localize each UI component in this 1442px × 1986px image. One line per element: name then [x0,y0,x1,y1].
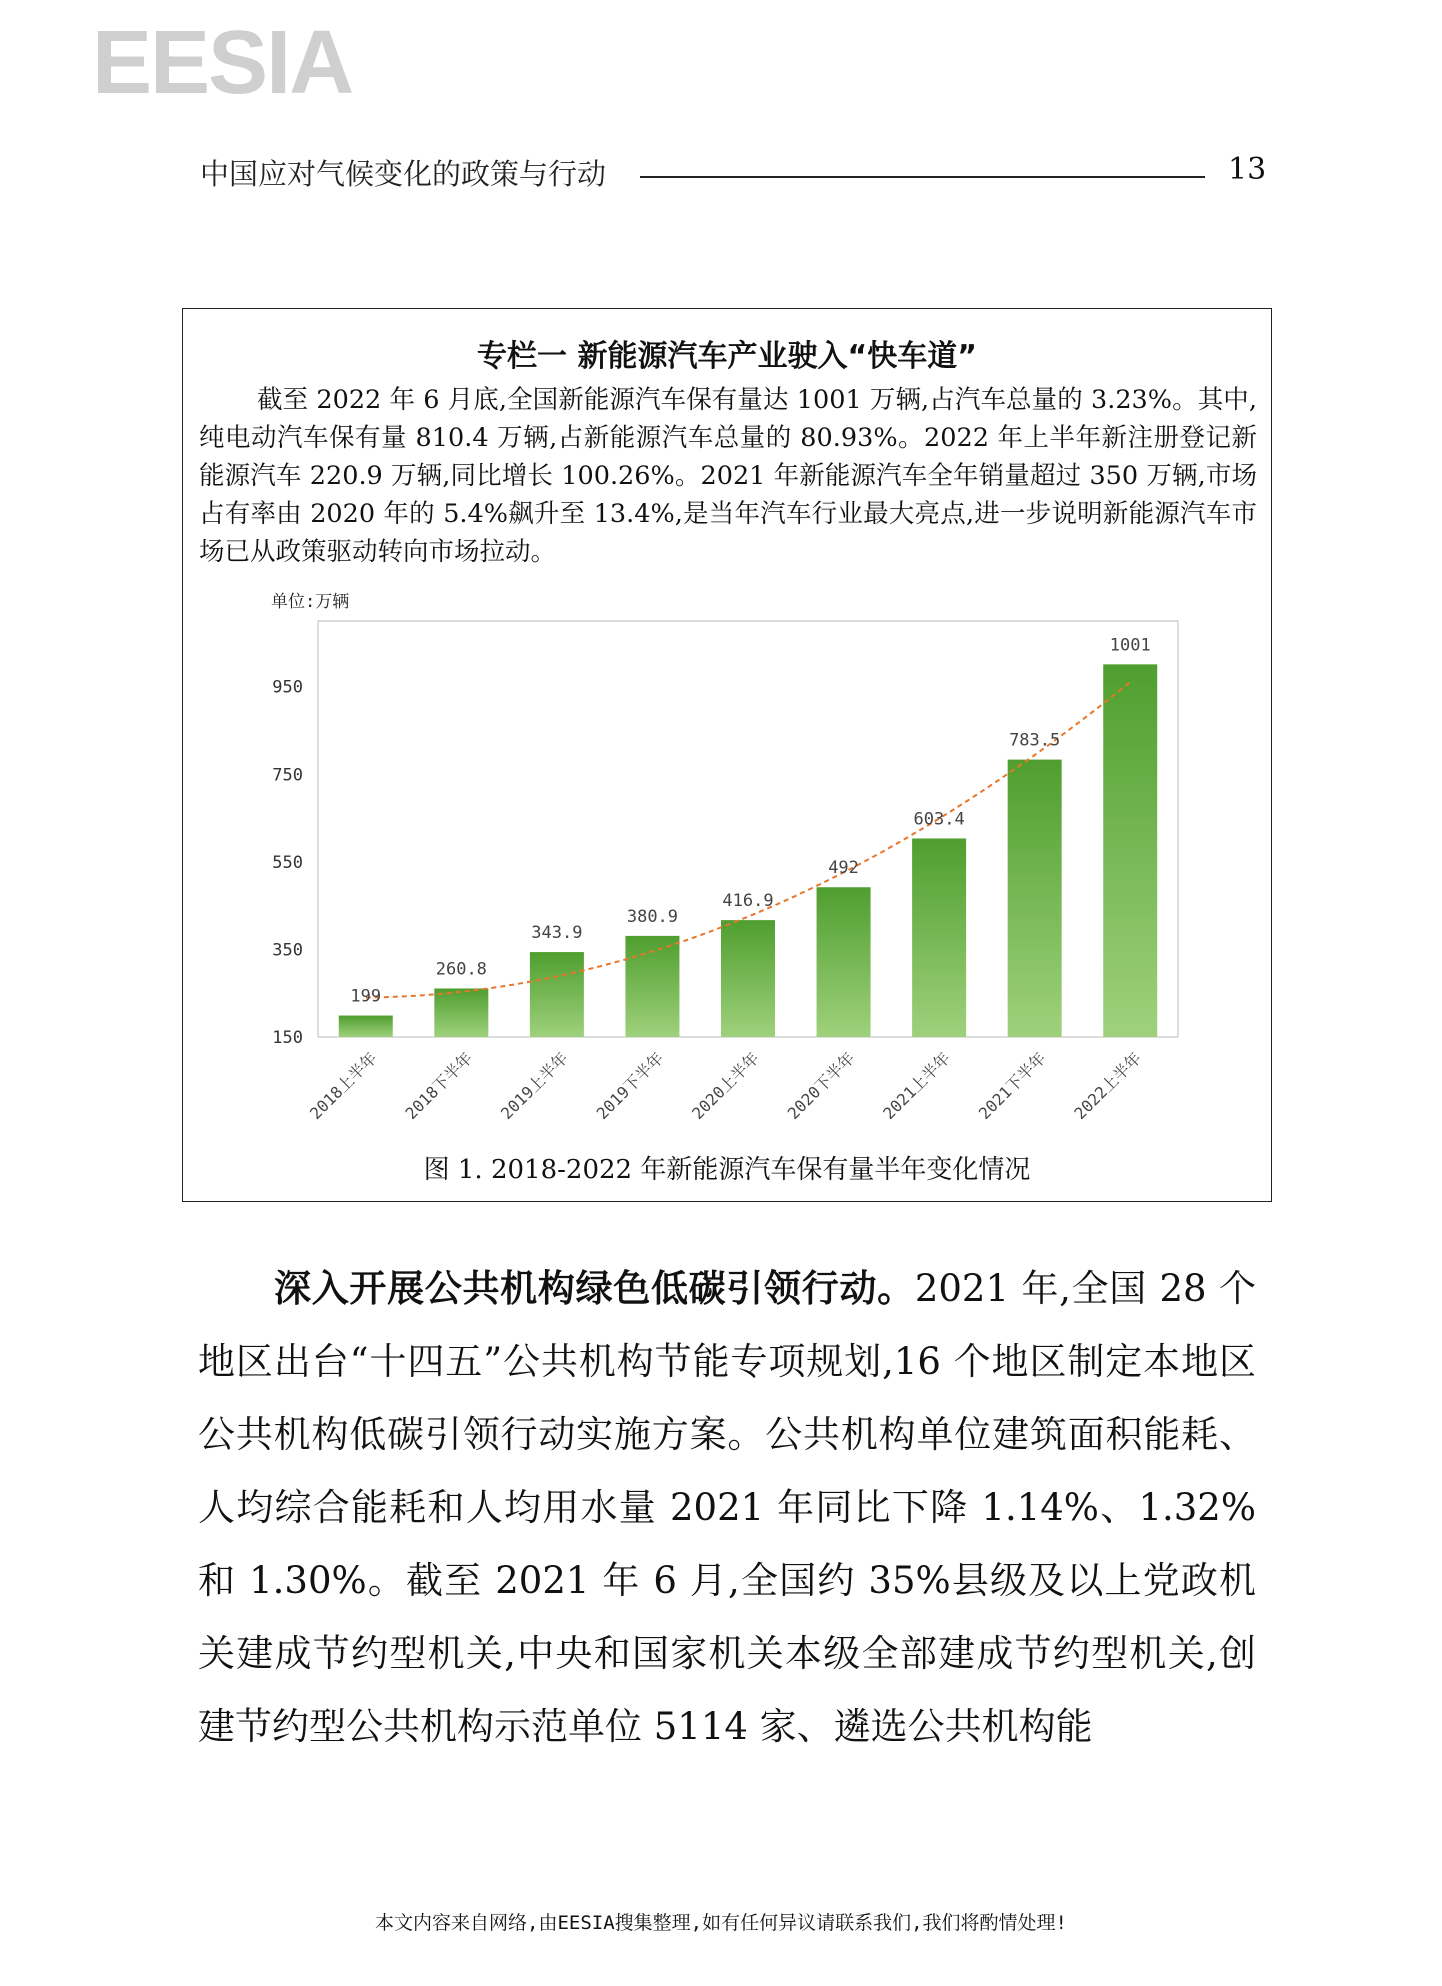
x-tick-label: 2018下半年 [401,1048,477,1124]
data-label: 416.9 [722,891,774,912]
bar-chart-svg [183,571,1273,1131]
y-tick-label: 750 [272,765,303,786]
data-label: 380.9 [626,906,679,927]
body-text: 2021 年,全国 28 个地区出台“十四五”公共机构节能专项规划,16 个地区制定本地区公共机构低碳引领行动实施方案。公共机构单位建筑面积能耗、人均综合能耗和人均用水量 2021 年同比下降 1.14%、1.32%和 1.30%。截至 2021 年 6 月,全国约 35%县级及以上党政机关建成节约型机关,中央和国家机关本级全部建成节约型机关,创建节约型公共机构示范单位 5114 家、遴选公共机构能 [198,1267,1257,1748]
header-rule [640,176,1205,178]
data-label: 603.4 [913,809,965,830]
box-paragraph: 截至 2022 年 6 月底,全国新能源汽车保有量达 1001 万辆,占汽车总量的 3.23%。其中,纯电动汽车保有量 810.4 万辆,占新能源汽车总量的 80.93%。2022 年上半年新注册登记新能源汽车 220.9 万辆,同比增长 100.26%。2021 年新能源汽车全年销量超过 350 万辆,市场占有率由 2020 年的 5.4%飙升至 13.4%,是当年汽车行业最大亮点,进一步说明新能源汽车市场已从政策驱动转向市场拉动。 [199,385,1257,567]
y-tick-label: 950 [272,677,303,698]
body-lead: 深入开展公共机构绿色低碳引领行动。 [274,1267,915,1310]
eesia-logo: EESIA [92,13,353,113]
unit-label: 单位:万辆 [271,592,350,612]
bar [530,952,584,1037]
x-tick-label: 2019下半年 [592,1048,668,1124]
x-tick-label: 2021下半年 [974,1048,1050,1124]
chart [183,571,1273,1124]
data-label: 343.9 [531,923,583,944]
box-title: 专栏一 新能源汽车产业驶入“快车道” [477,339,977,374]
x-tick-label: 2018上半年 [305,1048,381,1124]
y-tick-label: 150 [272,1028,303,1048]
y-tick-label: 550 [272,852,303,873]
bar [1008,760,1062,1037]
page-number: 13 [1228,152,1267,187]
sidebar-box [182,308,1272,1202]
bar [721,920,775,1037]
x-tick-label: 2019上半年 [497,1048,572,1124]
bar [1103,664,1157,1037]
running-header-title: 中国应对气候变化的政策与行动 [200,157,607,191]
bar [817,887,871,1037]
bar [912,838,966,1037]
figure-caption: 图 1. 2018-2022 年新能源汽车保有量半年变化情况 [423,1155,1031,1185]
data-label: 1001 [1109,635,1151,656]
footer-notice: 本文内容来自网络,由EESIA搜集整理,如有任何异议请联系我们,我们将酌情处理! [375,1912,1067,1934]
x-tick-label: 2020上半年 [688,1048,763,1124]
data-label: 260.8 [435,959,487,980]
bar [339,1016,393,1037]
x-tick-label: 2021上半年 [879,1048,954,1124]
data-label: 199 [350,986,382,1007]
x-tick-label: 2020下半年 [783,1048,859,1124]
x-tick-label: 2022上半年 [1070,1048,1146,1124]
body-paragraph [198,1252,1256,1763]
data-label: 783.5 [1009,730,1061,751]
y-tick-label: 350 [272,940,303,961]
data-label: 492 [828,858,859,879]
bar [434,988,488,1037]
